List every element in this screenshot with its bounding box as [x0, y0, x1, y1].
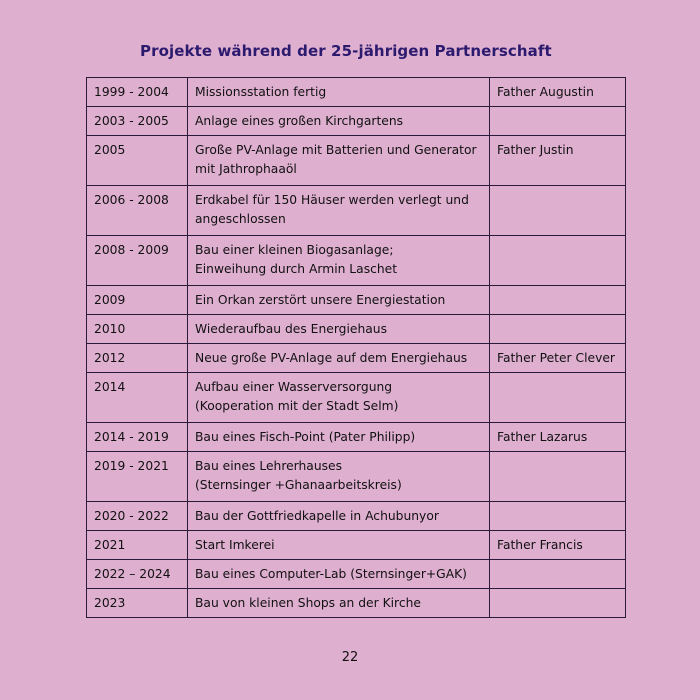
- page-title: Projekte während der 25-jährigen Partnerschaft: [140, 42, 552, 60]
- father-cell: [490, 560, 626, 589]
- father-cell: [490, 589, 626, 618]
- years-cell: 2020 - 2022: [87, 502, 188, 531]
- table-row: [87, 423, 626, 452]
- table-row: [87, 236, 626, 286]
- father-cell: [490, 452, 626, 502]
- table-row: [87, 78, 626, 107]
- table-row: [87, 107, 626, 136]
- father-cell: Father Justin: [490, 136, 626, 186]
- years-cell: 2010: [87, 315, 188, 344]
- years-cell: 1999 - 2004: [87, 78, 188, 107]
- years-cell: 2006 - 2008: [87, 186, 188, 236]
- description-cell: Bau eines Fisch-Point (Pater Philipp): [188, 423, 490, 452]
- father-cell: [490, 236, 626, 286]
- description-cell: Große PV-Anlage mit Batterien und Generator mit Jathrophaaöl: [188, 136, 490, 186]
- years-cell: 2014: [87, 373, 188, 423]
- description-cell: Start Imkerei: [188, 531, 490, 560]
- years-cell: 2008 - 2009: [87, 236, 188, 286]
- father-cell: [490, 186, 626, 236]
- description-cell: Bau von kleinen Shops an der Kirche: [188, 589, 490, 618]
- description-cell: Anlage eines großen Kirchgartens: [188, 107, 490, 136]
- father-cell: [490, 502, 626, 531]
- father-cell: Father Augustin: [490, 78, 626, 107]
- table-row: [87, 589, 626, 618]
- description-cell: Bau eines Computer-Lab (Sternsinger+GAK): [188, 560, 490, 589]
- years-cell: 2021: [87, 531, 188, 560]
- table-row: [87, 560, 626, 589]
- table-row: [87, 286, 626, 315]
- table-row: [87, 531, 626, 560]
- father-cell: Father Lazarus: [490, 423, 626, 452]
- years-cell: 2022 – 2024: [87, 560, 188, 589]
- description-cell: Neue große PV-Anlage auf dem Energiehaus: [188, 344, 490, 373]
- father-cell: Father Francis: [490, 531, 626, 560]
- years-cell: 2014 - 2019: [87, 423, 188, 452]
- years-cell: 2023: [87, 589, 188, 618]
- years-cell: 2003 - 2005: [87, 107, 188, 136]
- father-cell: [490, 107, 626, 136]
- years-cell: 2009: [87, 286, 188, 315]
- description-cell: Bau einer kleinen Biogasanlage; Einweihung durch Armin Laschet: [188, 236, 490, 286]
- father-cell: Father Peter Clever: [490, 344, 626, 373]
- description-cell: Wiederaufbau des Energiehaus: [188, 315, 490, 344]
- father-cell: [490, 315, 626, 344]
- father-cell: [490, 373, 626, 423]
- table-row: [87, 186, 626, 236]
- description-cell: Bau eines Lehrerhauses (Sternsinger +Ghanaarbeitskreis): [188, 452, 490, 502]
- years-cell: 2005: [87, 136, 188, 186]
- projects-table-body: [87, 78, 626, 618]
- description-cell: Missionsstation fertig: [188, 78, 490, 107]
- description-cell: Bau der Gottfriedkapelle in Achubunyor: [188, 502, 490, 531]
- table-row: [87, 373, 626, 423]
- page-number: 22: [341, 650, 359, 665]
- table-row: [87, 136, 626, 186]
- years-cell: 2019 - 2021: [87, 452, 188, 502]
- table-row: [87, 502, 626, 531]
- father-cell: [490, 286, 626, 315]
- description-cell: Ein Orkan zerstört unsere Energiestation: [188, 286, 490, 315]
- table-row: [87, 315, 626, 344]
- projects-table: [86, 77, 626, 618]
- description-cell: Erdkabel für 150 Häuser werden verlegt und angeschlossen: [188, 186, 490, 236]
- table-row: [87, 452, 626, 502]
- description-cell: Aufbau einer Wasserversorgung (Kooperation mit der Stadt Selm): [188, 373, 490, 423]
- table-row: [87, 344, 626, 373]
- years-cell: 2012: [87, 344, 188, 373]
